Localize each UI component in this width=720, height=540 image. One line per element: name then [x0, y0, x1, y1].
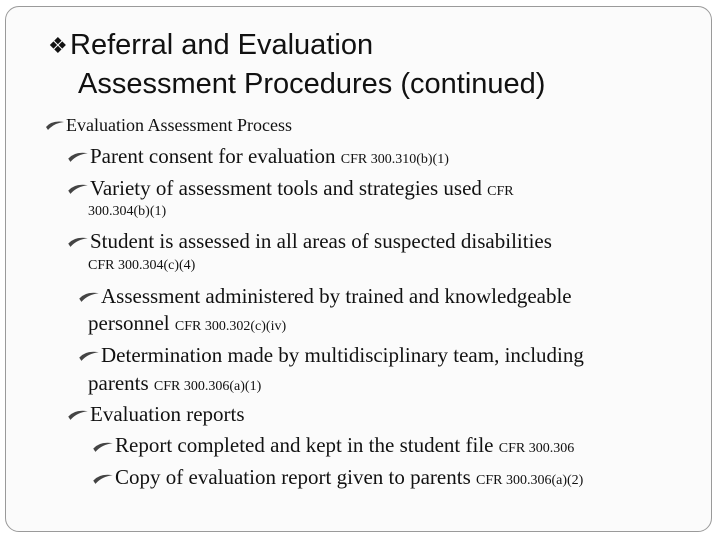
- list-item-continued: [88, 309, 286, 341]
- swoosh-bullet-icon: [45, 119, 65, 131]
- list-item: Evaluation reports: [90, 402, 245, 426]
- item-citation: CFR 300.304(c)(4): [88, 258, 196, 273]
- item-text: Parent consent for evaluation: [90, 144, 341, 168]
- swoosh-bullet-icon: [92, 472, 114, 485]
- swoosh-bullet-icon: [67, 150, 89, 163]
- item-citation-continued: 300.304(b)(1): [88, 204, 167, 219]
- list-item: Student is assessed in all areas of suspected disabilities: [90, 229, 552, 253]
- item-citation: CFR 300.306: [498, 441, 575, 456]
- swoosh-bullet-icon: [67, 408, 89, 421]
- item-citation: CFR 300.302(c)(iv): [174, 319, 287, 334]
- item-citation: CFR: [487, 184, 514, 199]
- swoosh-bullet-icon: [92, 440, 114, 453]
- item-text: parents: [88, 371, 154, 395]
- list-item: [90, 142, 449, 174]
- title-line-1: Referral and Evaluation: [70, 29, 374, 61]
- slide-title: [48, 26, 688, 103]
- swoosh-bullet-icon: [67, 235, 89, 248]
- item-text: personnel: [88, 311, 175, 335]
- diamond-bullet-icon: ❖: [48, 33, 68, 58]
- title-line-2: Assessment Procedures (continued): [78, 68, 546, 100]
- sub-list-item: [115, 431, 574, 463]
- item-text: Variety of assessment tools and strategies used: [90, 176, 488, 200]
- swoosh-bullet-icon: [78, 290, 100, 303]
- sub-list-item: [115, 463, 583, 495]
- item-text: Report completed and kept in the student file: [115, 433, 499, 457]
- item-citation: CFR 300.310(b)(1): [340, 152, 449, 167]
- level1-item: Evaluation Assessment Process: [66, 115, 292, 135]
- item-citation: CFR 300.306(a)(2): [476, 473, 584, 488]
- item-text: Copy of evaluation report given to parents: [115, 465, 476, 489]
- list-item-continued: [88, 369, 261, 401]
- swoosh-bullet-icon: [67, 182, 89, 195]
- list-item: Determination made by multidisciplinary team, including: [101, 343, 584, 367]
- item-citation: CFR 300.306(a)(1): [153, 379, 262, 394]
- list-item: Assessment administered by trained and knowledgeable: [101, 284, 572, 308]
- swoosh-bullet-icon: [78, 349, 100, 362]
